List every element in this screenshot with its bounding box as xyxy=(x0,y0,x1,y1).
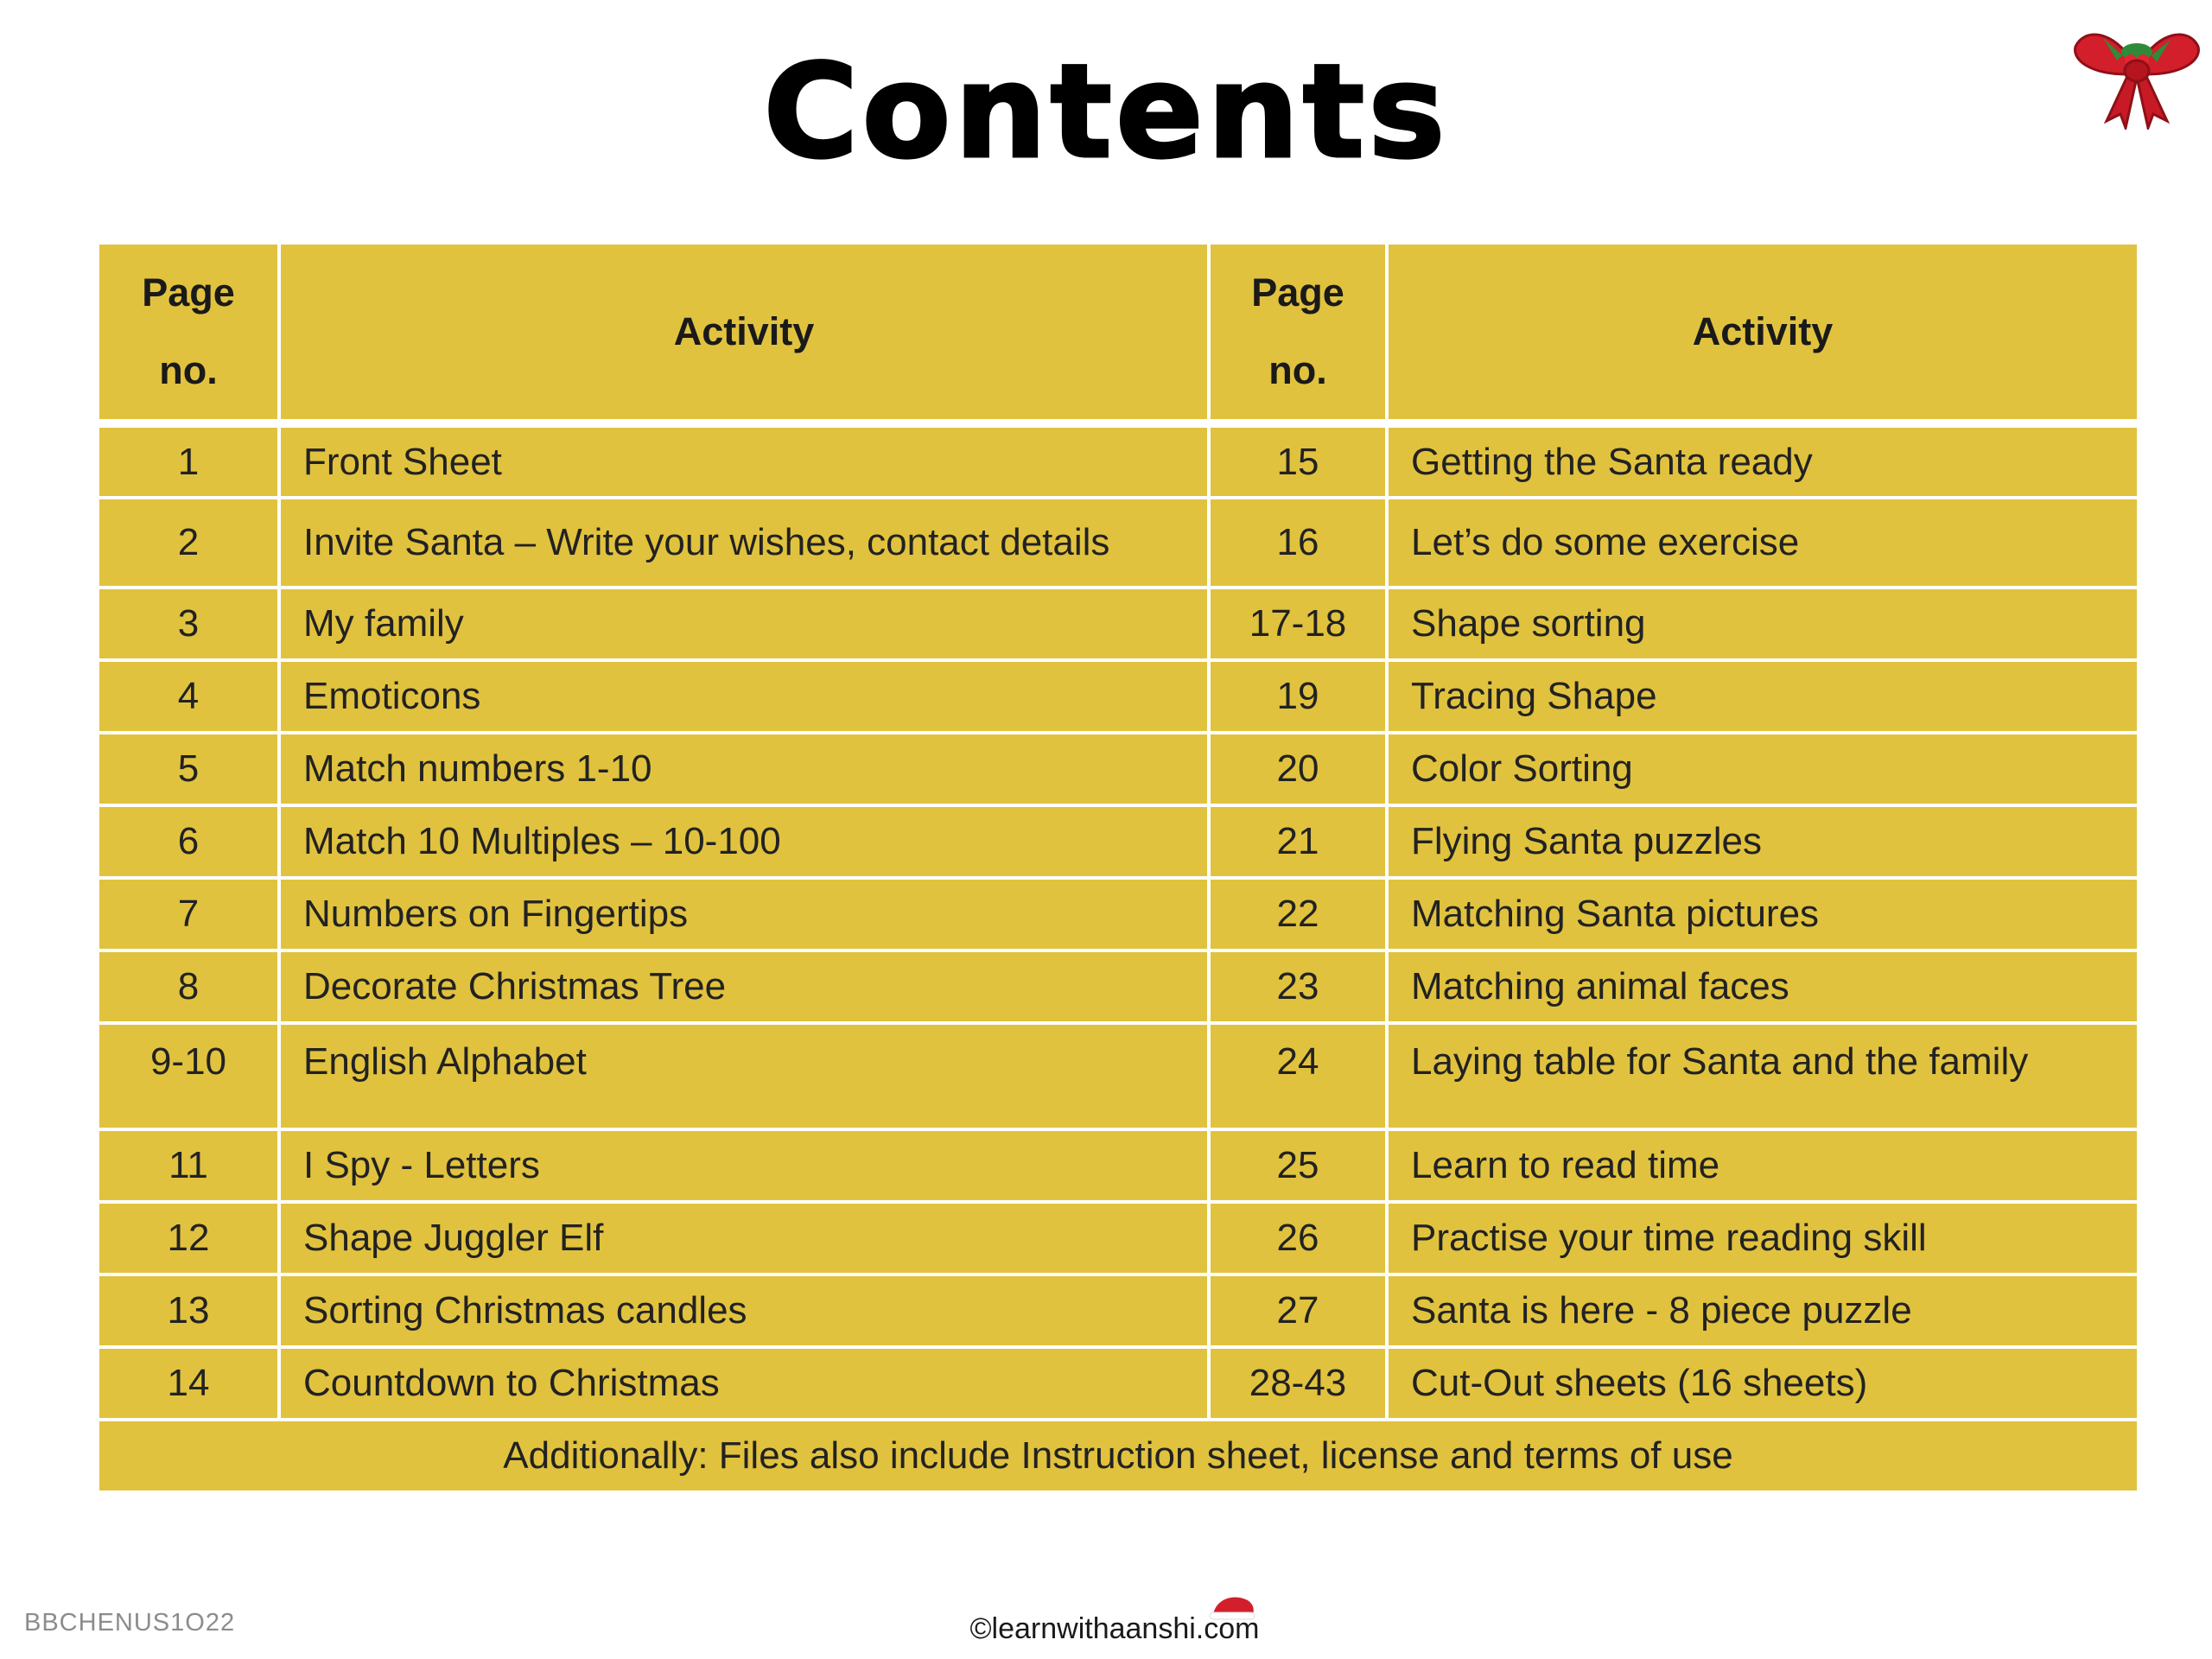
activity-left: I Spy - Letters xyxy=(281,1131,1207,1200)
activity-right: Laying table for Santa and the family xyxy=(1389,1025,2137,1128)
contents-table xyxy=(99,245,2137,1510)
page-number-right: 21 xyxy=(1211,807,1385,876)
page-number-left: 6 xyxy=(99,807,277,876)
page-number-right: 15 xyxy=(1211,428,1385,496)
header-activity-left: Activity xyxy=(281,245,1207,419)
page-number-right: 28-43 xyxy=(1211,1349,1385,1418)
page-number-right: 25 xyxy=(1211,1131,1385,1200)
header-page-no-left xyxy=(99,245,277,419)
page-number-left: 1 xyxy=(99,428,277,496)
activity-right: Cut-Out sheets (16 sheets) xyxy=(1389,1349,2137,1418)
header-page-label: Page xyxy=(1251,270,1344,315)
page-number-right: 24 xyxy=(1211,1025,1385,1128)
activity-right: Santa is here - 8 piece puzzle xyxy=(1389,1276,2137,1345)
page-number-left: 14 xyxy=(99,1349,277,1418)
page-number-right: 16 xyxy=(1211,499,1385,586)
page-number-left: 3 xyxy=(99,589,277,658)
site-link[interactable]: ©learnwithaanshi.com xyxy=(969,1612,1260,1645)
activity-right: Flying Santa puzzles xyxy=(1389,807,2137,876)
activity-right: Getting the Santa ready xyxy=(1389,428,2137,496)
page-number-left: 12 xyxy=(99,1204,277,1273)
activity-left: Sorting Christmas candles xyxy=(281,1276,1207,1345)
page-number-left: 8 xyxy=(99,952,277,1021)
activity-right: Color Sorting xyxy=(1389,734,2137,804)
header-no-label: no. xyxy=(1268,348,1327,392)
activity-left: Front Sheet xyxy=(281,428,1207,496)
activity-right: Shape sorting xyxy=(1389,589,2137,658)
bow-ribbon-icon xyxy=(2072,21,2200,130)
page-number-left: 13 xyxy=(99,1276,277,1345)
header-page-label: Page xyxy=(142,270,235,315)
page-number-left: 9-10 xyxy=(99,1025,277,1128)
activity-left: Match 10 Multiples – 10-100 xyxy=(281,807,1207,876)
activity-right: Learn to read time xyxy=(1389,1131,2137,1200)
product-code: BBCHENUS1O22 xyxy=(24,1609,236,1637)
header-activity-right: Activity xyxy=(1389,245,2137,419)
activity-left: My family xyxy=(281,589,1207,658)
activity-right: Tracing Shape xyxy=(1389,662,2137,731)
page-number-left: 2 xyxy=(99,499,277,586)
activity-right: Matching animal faces xyxy=(1389,952,2137,1021)
header-no-label: no. xyxy=(159,348,218,392)
page-number-left: 11 xyxy=(99,1131,277,1200)
page-number-right: 27 xyxy=(1211,1276,1385,1345)
activity-left: Numbers on Fingertips xyxy=(281,880,1207,949)
activity-left: Invite Santa – Write your wishes, contact details xyxy=(281,499,1207,586)
activity-left: Countdown to Christmas xyxy=(281,1349,1207,1418)
page-number-right: 19 xyxy=(1211,662,1385,731)
activity-left: Shape Juggler Elf xyxy=(281,1204,1207,1273)
page-number-right: 22 xyxy=(1211,880,1385,949)
page-number-left: 4 xyxy=(99,662,277,731)
activity-right: Let’s do some exercise xyxy=(1389,499,2137,586)
footer-note: Additionally: Files also include Instruction sheet, license and terms of use xyxy=(99,1421,2137,1491)
header-page-no-right xyxy=(1211,245,1385,419)
activity-right: Practise your time reading skill xyxy=(1389,1204,2137,1273)
page-number-right: 23 xyxy=(1211,952,1385,1021)
page-number-right: 26 xyxy=(1211,1204,1385,1273)
activity-left: English Alphabet xyxy=(281,1025,1207,1128)
activity-left: Decorate Christmas Tree xyxy=(281,952,1207,1021)
page-title: Contents xyxy=(763,37,1449,188)
activity-left: Emoticons xyxy=(281,662,1207,731)
activity-left: Match numbers 1-10 xyxy=(281,734,1207,804)
page-number-left: 7 xyxy=(99,880,277,949)
page-number-right: 20 xyxy=(1211,734,1385,804)
page-number-right: 17-18 xyxy=(1211,589,1385,658)
activity-right: Matching Santa pictures xyxy=(1389,880,2137,949)
page-number-left: 5 xyxy=(99,734,277,804)
